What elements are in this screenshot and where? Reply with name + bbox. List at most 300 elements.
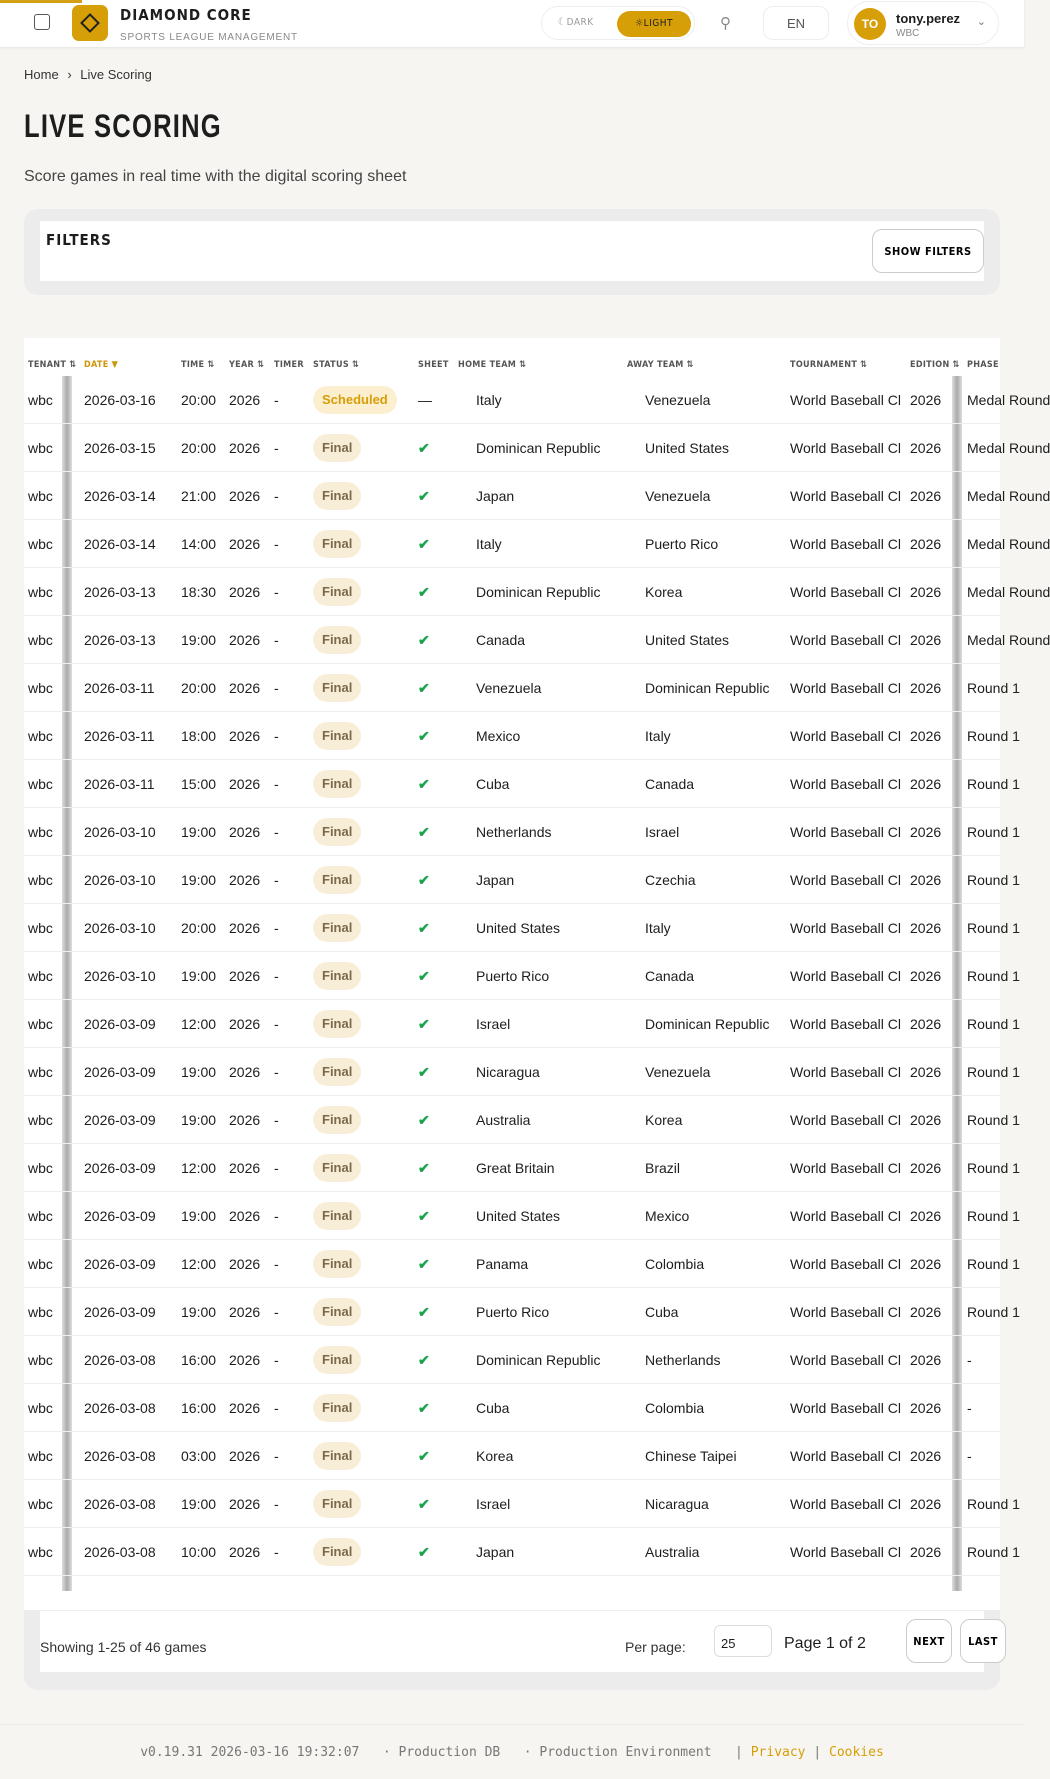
cell-tournament: World Baseball Cl xyxy=(790,536,902,552)
cell-timer: - xyxy=(274,584,279,600)
show-filters-button[interactable]: SHOW FILTERS xyxy=(872,229,984,273)
check-icon: ✔ xyxy=(418,872,430,888)
status-badge: Final xyxy=(313,530,361,558)
cell-away-team: Dominican Republic xyxy=(645,680,770,696)
cell-away-team: Italy xyxy=(645,728,671,744)
cell-tenant: wbc xyxy=(28,584,53,600)
cell-tournament: World Baseball Cl xyxy=(790,776,902,792)
check-icon: ✔ xyxy=(418,1304,430,1320)
cell-year: 2026 xyxy=(229,776,261,792)
cookies-link[interactable]: Cookies xyxy=(829,1745,884,1760)
cell-tournament: World Baseball Cl xyxy=(790,392,902,408)
cell-phase: Round 1 xyxy=(967,920,1020,936)
cell-date: 2026-03-08 xyxy=(84,1352,156,1368)
cell-tournament: World Baseball Cl xyxy=(790,1544,902,1560)
cell-year: 2026 xyxy=(229,1352,261,1368)
cell-date: 2026-03-09 xyxy=(84,1064,156,1080)
cell-home-team: Cuba xyxy=(476,776,510,792)
cell-time: 03:00 xyxy=(181,1448,217,1464)
cell-tournament: World Baseball Cl xyxy=(790,920,902,936)
column-header-tenant[interactable]: TENANT ⇅ xyxy=(28,360,77,370)
cell-tournament: World Baseball Cl xyxy=(790,680,902,696)
cell-home-team: Australia xyxy=(476,1112,531,1128)
cell-time: 19:00 xyxy=(181,1496,217,1512)
table-row[interactable] xyxy=(24,1144,1020,1192)
cell-tenant: wbc xyxy=(28,536,53,552)
check-icon: ✔ xyxy=(418,1400,430,1416)
cell-away-team: Israel xyxy=(645,824,680,840)
cell-home-team: Venezuela xyxy=(476,680,542,696)
cell-phase: Round 1 xyxy=(967,1160,1020,1176)
table-row[interactable] xyxy=(24,1192,1020,1240)
breadcrumb xyxy=(24,67,152,82)
cell-timer: - xyxy=(274,1544,279,1560)
cell-away-team: Netherlands xyxy=(645,1352,721,1368)
cell-phase: - xyxy=(967,1352,972,1368)
table-row[interactable] xyxy=(24,616,1050,664)
version-info: v0.19.31 2026-03-16 19:32:07 xyxy=(140,1745,360,1760)
table-row[interactable] xyxy=(24,856,1020,904)
cell-tournament: World Baseball Cl xyxy=(790,632,902,648)
table-row[interactable] xyxy=(24,1048,1020,1096)
cell-edition: 2026 xyxy=(910,824,942,840)
cell-away-team: Puerto Rico xyxy=(645,536,719,552)
cell-timer: - xyxy=(274,1016,279,1032)
cell-tenant: wbc xyxy=(28,392,53,408)
cell-time: 21:00 xyxy=(181,488,217,504)
cell-date: 2026-03-08 xyxy=(84,1400,156,1416)
cell-edition: 2026 xyxy=(910,1256,942,1272)
cell-tenant: wbc xyxy=(28,1016,53,1032)
cell-timer: - xyxy=(274,1352,279,1368)
check-icon: ✔ xyxy=(418,776,430,792)
cell-year: 2026 xyxy=(229,920,261,936)
column-header-date[interactable]: DATE ▼ xyxy=(84,360,119,370)
cell-date: 2026-03-09 xyxy=(84,1016,156,1032)
cell-away-team: Italy xyxy=(645,920,671,936)
cell-edition: 2026 xyxy=(910,1544,942,1560)
breadcrumb-home[interactable]: Home xyxy=(24,67,59,82)
cell-tenant: wbc xyxy=(28,632,53,648)
cell-away-team: Australia xyxy=(645,1544,700,1560)
cell-away-team: Chinese Taipei xyxy=(645,1448,737,1464)
cell-tenant: wbc xyxy=(28,1496,53,1512)
table-row[interactable] xyxy=(24,520,1050,568)
cell-time: 19:00 xyxy=(181,1064,217,1080)
cell-edition: 2026 xyxy=(910,1448,942,1464)
status-badge: Final xyxy=(313,578,361,606)
cell-time: 20:00 xyxy=(181,680,217,696)
status-badge: Final xyxy=(313,770,361,798)
check-icon: ✔ xyxy=(418,584,430,600)
cell-time: 20:00 xyxy=(181,392,217,408)
cell-timer: - xyxy=(274,1160,279,1176)
cell-phase: - xyxy=(967,1448,972,1464)
cell-date: 2026-03-08 xyxy=(84,1544,156,1560)
logo-icon xyxy=(72,5,108,41)
cell-year: 2026 xyxy=(229,440,261,456)
cell-phase: Round 1 xyxy=(967,1256,1020,1272)
cell-year: 2026 xyxy=(229,1160,261,1176)
cell-tournament: World Baseball Cl xyxy=(790,728,902,744)
page-title: LIVE SCORING xyxy=(24,108,222,144)
per-page-input[interactable]: 25 xyxy=(714,1625,772,1657)
cell-edition: 2026 xyxy=(910,968,942,984)
table-row[interactable] xyxy=(24,1480,1020,1528)
column-header-sheet: SHEET xyxy=(418,360,449,370)
search-icon[interactable]: ⚲ xyxy=(720,15,731,32)
cell-tournament: World Baseball Cl xyxy=(790,1112,902,1128)
cell-time: 19:00 xyxy=(181,824,217,840)
cell-edition: 2026 xyxy=(910,584,942,600)
status-badge: Final xyxy=(313,1298,361,1326)
cell-tenant: wbc xyxy=(28,680,53,696)
cell-home-team: Japan xyxy=(476,488,515,504)
cell-tournament: World Baseball Cl xyxy=(790,968,902,984)
cell-time: 15:00 xyxy=(181,776,217,792)
cell-timer: - xyxy=(274,968,279,984)
cell-time: 20:00 xyxy=(181,920,217,936)
filters-panel xyxy=(24,209,1000,295)
cell-timer: - xyxy=(274,488,279,504)
status-badge: Scheduled xyxy=(313,386,397,414)
column-header-away-team[interactable]: AWAY TEAM ⇅ xyxy=(627,360,694,370)
cell-year: 2026 xyxy=(229,680,261,696)
progress-bar xyxy=(0,0,82,3)
cell-phase: Round 1 xyxy=(967,1112,1020,1128)
sidebar-toggle-icon[interactable] xyxy=(34,14,50,30)
cell-tenant: wbc xyxy=(28,1352,53,1368)
breadcrumb-current: Live Scoring xyxy=(80,67,152,82)
theme-dark-button[interactable]: ☾DARK xyxy=(558,17,594,28)
breadcrumb-separator: › xyxy=(67,67,72,82)
cell-edition: 2026 xyxy=(910,728,942,744)
cell-year: 2026 xyxy=(229,392,261,408)
cell-phase: Round 1 xyxy=(967,968,1020,984)
status-badge: Final xyxy=(313,962,361,990)
cell-edition: 2026 xyxy=(910,776,942,792)
cell-away-team: United States xyxy=(645,632,730,648)
top-header xyxy=(0,0,1024,47)
cell-phase: Medal Round xyxy=(967,488,1050,504)
cell-away-team: Mexico xyxy=(645,1208,690,1224)
check-icon: ✔ xyxy=(418,680,430,696)
status-badge: Final xyxy=(313,1106,361,1134)
cell-tenant: wbc xyxy=(28,1400,53,1416)
filters-title: FILTERS xyxy=(46,231,112,249)
column-header-year[interactable]: YEAR ⇅ xyxy=(229,360,265,370)
theme-dark-label: DARK xyxy=(566,17,594,28)
cell-away-team: Canada xyxy=(645,968,695,984)
status-badge: Final xyxy=(313,1490,361,1518)
cell-home-team: Netherlands xyxy=(476,824,552,840)
cell-tournament: World Baseball Cl xyxy=(790,584,902,600)
table-row[interactable] xyxy=(24,1336,1000,1384)
cell-home-team: Dominican Republic xyxy=(476,584,601,600)
cell-home-team: Dominican Republic xyxy=(476,440,601,456)
status-badge: Final xyxy=(313,1058,361,1086)
cell-timer: - xyxy=(274,1112,279,1128)
status-badge: Final xyxy=(313,722,361,750)
cell-year: 2026 xyxy=(229,1208,261,1224)
cell-away-team: Colombia xyxy=(645,1256,705,1272)
cell-timer: - xyxy=(274,728,279,744)
cell-tournament: World Baseball Cl xyxy=(790,1016,902,1032)
cell-home-team: Israel xyxy=(476,1496,511,1512)
cell-tournament: World Baseball Cl xyxy=(790,1448,902,1464)
table-row[interactable] xyxy=(24,1096,1020,1144)
cell-timer: - xyxy=(274,872,279,888)
cell-date: 2026-03-09 xyxy=(84,1256,156,1272)
cell-time: 12:00 xyxy=(181,1160,217,1176)
cell-phase: - xyxy=(967,1400,972,1416)
cell-date: 2026-03-10 xyxy=(84,872,156,888)
cell-tenant: wbc xyxy=(28,920,53,936)
cell-tournament: World Baseball Cl xyxy=(790,1304,902,1320)
footer: v0.19.31 2026-03-16 19:32:07 · Production DB · Production Environment | Privacy | Cookies xyxy=(140,1745,884,1760)
cell-home-team: Nicaragua xyxy=(476,1064,540,1080)
check-icon: ✔ xyxy=(418,920,430,936)
cell-timer: - xyxy=(274,776,279,792)
cell-tenant: wbc xyxy=(28,872,53,888)
cell-time: 12:00 xyxy=(181,1016,217,1032)
cell-tournament: World Baseball Cl xyxy=(790,872,902,888)
cell-year: 2026 xyxy=(229,1496,261,1512)
cell-edition: 2026 xyxy=(910,1208,942,1224)
check-icon: ✔ xyxy=(418,1208,430,1224)
language-select[interactable]: EN xyxy=(763,6,829,40)
cell-tenant: wbc xyxy=(28,1208,53,1224)
status-badge: Final xyxy=(313,482,361,510)
column-header-timer: TIMER xyxy=(274,360,304,370)
cell-time: 19:00 xyxy=(181,1304,217,1320)
check-icon: ✔ xyxy=(418,1544,430,1560)
table-row[interactable] xyxy=(24,1288,1020,1336)
table-row[interactable] xyxy=(24,760,1020,808)
status-badge: Final xyxy=(313,434,361,462)
status-badge: Final xyxy=(313,818,361,846)
column-header-status[interactable]: STATUS ⇅ xyxy=(313,360,360,370)
cell-edition: 2026 xyxy=(910,632,942,648)
table-row[interactable] xyxy=(24,808,1020,856)
cell-year: 2026 xyxy=(229,1544,261,1560)
cell-year: 2026 xyxy=(229,632,261,648)
cell-edition: 2026 xyxy=(910,1160,942,1176)
cell-tournament: World Baseball Cl xyxy=(790,1160,902,1176)
showing-count: Showing 1-25 of 46 games xyxy=(40,1639,207,1655)
cell-phase: Medal Round xyxy=(967,536,1050,552)
cell-home-team: Japan xyxy=(476,1544,515,1560)
cell-date: 2026-03-15 xyxy=(84,440,156,456)
cell-home-team: Korea xyxy=(476,1448,514,1464)
table-row[interactable] xyxy=(24,664,1020,712)
cell-timer: - xyxy=(274,1496,279,1512)
cell-date: 2026-03-13 xyxy=(84,632,156,648)
cell-year: 2026 xyxy=(229,872,261,888)
cell-date: 2026-03-11 xyxy=(84,776,155,792)
column-header-home-team[interactable]: HOME TEAM ⇅ xyxy=(458,360,527,370)
cell-phase: Round 1 xyxy=(967,728,1020,744)
cell-away-team: Brazil xyxy=(645,1160,681,1176)
cell-away-team: Venezuela xyxy=(645,1064,711,1080)
cell-date: 2026-03-14 xyxy=(84,536,156,552)
table-row[interactable] xyxy=(24,472,1050,520)
status-badge: Final xyxy=(313,1442,361,1470)
table-row[interactable] xyxy=(24,712,1020,760)
status-badge: Final xyxy=(313,1394,361,1422)
privacy-link[interactable]: Privacy xyxy=(750,1745,806,1760)
table-row[interactable] xyxy=(24,952,1020,1000)
cell-edition: 2026 xyxy=(910,1304,942,1320)
cell-date: 2026-03-09 xyxy=(84,1208,156,1224)
cell-date: 2026-03-13 xyxy=(84,584,156,600)
cell-tournament: World Baseball Cl xyxy=(790,1400,902,1416)
cell-tournament: World Baseball Cl xyxy=(790,1208,902,1224)
cell-date: 2026-03-08 xyxy=(84,1448,156,1464)
cell-timer: - xyxy=(274,1304,279,1320)
cell-phase: Medal Round xyxy=(967,440,1050,456)
cell-away-team: Dominican Republic xyxy=(645,1016,770,1032)
cell-tournament: World Baseball Cl xyxy=(790,440,902,456)
cell-tournament: World Baseball Cl xyxy=(790,824,902,840)
status-badge: Final xyxy=(313,914,361,942)
cell-timer: - xyxy=(274,632,279,648)
user-menu[interactable] xyxy=(847,1,999,45)
cell-phase: Medal Round xyxy=(967,584,1050,600)
check-icon: ✔ xyxy=(418,632,430,648)
cell-date: 2026-03-10 xyxy=(84,920,156,936)
cell-date: 2026-03-09 xyxy=(84,1112,156,1128)
cell-tenant: wbc xyxy=(28,1448,53,1464)
next-page-button[interactable]: NEXT xyxy=(906,1619,952,1663)
cell-edition: 2026 xyxy=(910,488,942,504)
cell-home-team: Israel xyxy=(476,1016,511,1032)
cell-time: 19:00 xyxy=(181,1208,217,1224)
table-row[interactable] xyxy=(24,568,1050,616)
cell-tenant: wbc xyxy=(28,488,53,504)
table-row[interactable] xyxy=(24,1528,1020,1576)
table-row[interactable] xyxy=(24,1384,1000,1432)
cell-away-team: United States xyxy=(645,440,730,456)
cell-tenant: wbc xyxy=(28,1064,53,1080)
column-header-time[interactable]: TIME ⇅ xyxy=(181,360,215,370)
cell-away-team: Venezuela xyxy=(645,488,711,504)
cell-timer: - xyxy=(274,824,279,840)
cell-phase: Medal Round xyxy=(967,392,1050,408)
cell-away-team: Canada xyxy=(645,776,695,792)
cell-year: 2026 xyxy=(229,1016,261,1032)
status-badge: Final xyxy=(313,1010,361,1038)
status-badge: Final xyxy=(313,1154,361,1182)
games-table xyxy=(24,338,1050,1610)
cell-phase: Round 1 xyxy=(967,1544,1020,1560)
table-row[interactable] xyxy=(24,1000,1020,1048)
cell-date: 2026-03-16 xyxy=(84,392,156,408)
table-row[interactable] xyxy=(24,376,1050,424)
cell-date: 2026-03-11 xyxy=(84,680,155,696)
cell-edition: 2026 xyxy=(910,1064,942,1080)
theme-light-button[interactable]: ☼LIGHT xyxy=(617,11,691,37)
status-badge: Final xyxy=(313,1250,361,1278)
column-header-tournament[interactable]: TOURNAMENT ⇅ xyxy=(790,360,868,370)
cell-home-team: Panama xyxy=(476,1256,529,1272)
status-badge: Final xyxy=(313,1538,361,1566)
cell-timer: - xyxy=(274,920,279,936)
check-icon: ✔ xyxy=(418,1352,430,1368)
cell-phase: Round 1 xyxy=(967,1304,1020,1320)
cell-away-team: Korea xyxy=(645,1112,683,1128)
cell-edition: 2026 xyxy=(910,392,942,408)
cell-time: 19:00 xyxy=(181,872,217,888)
theme-light-label: LIGHT xyxy=(643,18,673,29)
check-icon: ✔ xyxy=(418,1112,430,1128)
check-icon: ✔ xyxy=(418,488,430,504)
column-header-edition[interactable]: EDITION ⇅ xyxy=(910,360,960,370)
cell-home-team: Cuba xyxy=(476,1400,510,1416)
pagination-bar xyxy=(40,1610,998,1672)
cell-timer: - xyxy=(274,1064,279,1080)
cell-edition: 2026 xyxy=(910,872,942,888)
cell-away-team: Venezuela xyxy=(645,392,711,408)
cell-away-team: Colombia xyxy=(645,1400,705,1416)
sheet-cell: — xyxy=(418,392,432,408)
cell-home-team: United States xyxy=(476,1208,561,1224)
cell-time: 19:00 xyxy=(181,1112,217,1128)
cell-phase: Round 1 xyxy=(967,1016,1020,1032)
cell-edition: 2026 xyxy=(910,1496,942,1512)
cell-time: 16:00 xyxy=(181,1352,217,1368)
cell-tenant: wbc xyxy=(28,824,53,840)
cell-home-team: Puerto Rico xyxy=(476,1304,550,1320)
cell-time: 10:00 xyxy=(181,1544,217,1560)
cell-edition: 2026 xyxy=(910,1016,942,1032)
check-icon: ✔ xyxy=(418,1160,430,1176)
cell-date: 2026-03-08 xyxy=(84,1496,156,1512)
cell-edition: 2026 xyxy=(910,1400,942,1416)
cell-year: 2026 xyxy=(229,824,261,840)
cell-date: 2026-03-09 xyxy=(84,1304,156,1320)
table-row[interactable] xyxy=(24,424,1050,472)
table-row[interactable] xyxy=(24,1240,1020,1288)
cell-tenant: wbc xyxy=(28,728,53,744)
cell-year: 2026 xyxy=(229,968,261,984)
cell-phase: Round 1 xyxy=(967,1064,1020,1080)
cell-timer: - xyxy=(274,1448,279,1464)
cell-time: 20:00 xyxy=(181,440,217,456)
cell-phase: Round 1 xyxy=(967,872,1020,888)
table-row[interactable] xyxy=(24,904,1020,952)
check-icon: ✔ xyxy=(418,1064,430,1080)
cell-edition: 2026 xyxy=(910,920,942,936)
cell-timer: - xyxy=(274,536,279,552)
cell-tenant: wbc xyxy=(28,968,53,984)
check-icon: ✔ xyxy=(418,1496,430,1512)
avatar: TO xyxy=(854,8,886,40)
cell-date: 2026-03-14 xyxy=(84,488,156,504)
table-row[interactable] xyxy=(24,1432,1000,1480)
cell-time: 18:30 xyxy=(181,584,217,600)
cell-phase: Medal Round xyxy=(967,632,1050,648)
cell-time: 16:00 xyxy=(181,1400,217,1416)
last-page-button[interactable]: LAST xyxy=(960,1619,1006,1663)
check-icon: ✔ xyxy=(418,536,430,552)
cell-tournament: World Baseball Cl xyxy=(790,1256,902,1272)
check-icon: ✔ xyxy=(418,440,430,456)
brand-name: DIAMOND CORE xyxy=(120,6,252,24)
cell-tournament: World Baseball Cl xyxy=(790,1352,902,1368)
cell-year: 2026 xyxy=(229,536,261,552)
check-icon: ✔ xyxy=(418,1448,430,1464)
